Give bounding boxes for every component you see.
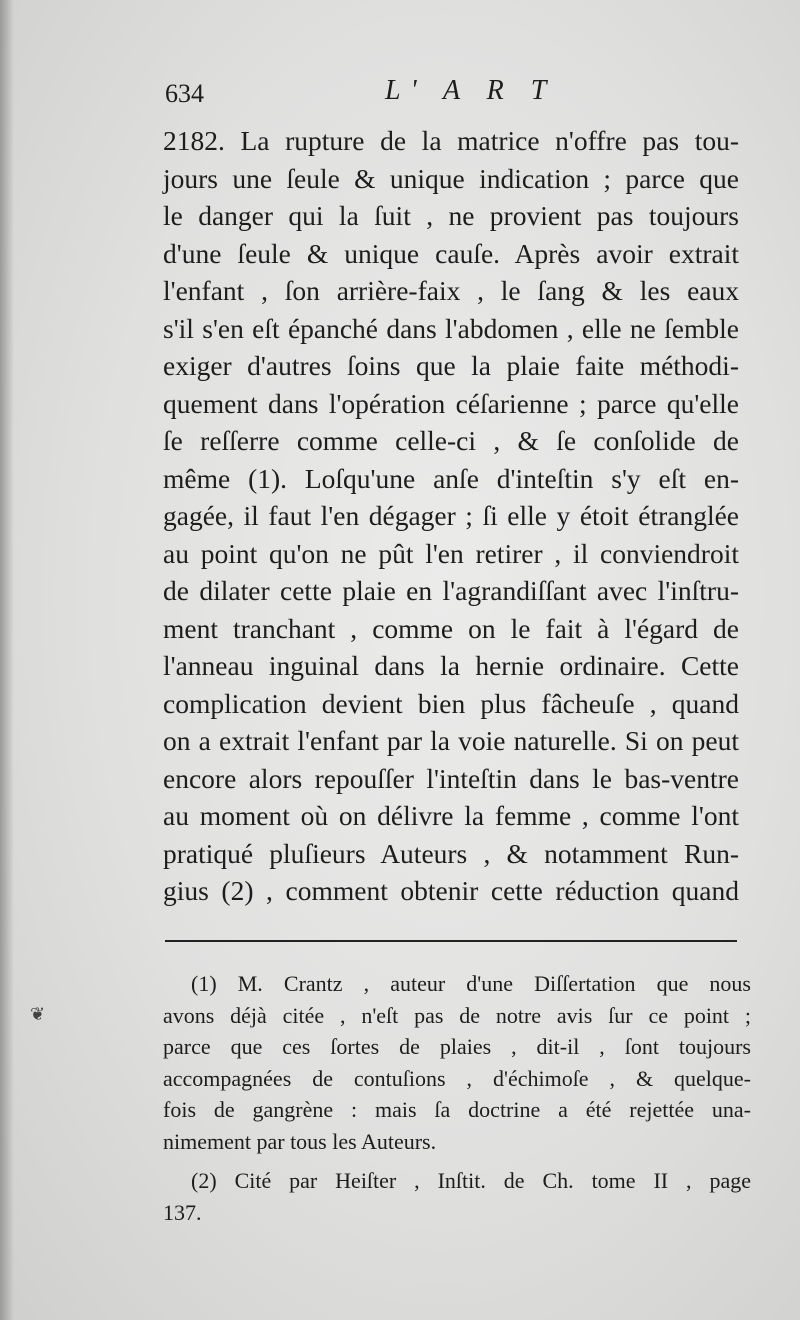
text-line: quement dans l'opération céſarienne ; parce qu'elle [163, 387, 739, 419]
text-line: le danger qui la ſuit , ne provient pas toujours [163, 200, 739, 231]
footnote-2 [163, 1165, 751, 1228]
text-line: 2182. La rupture de la matrice n'offre pas tou- [163, 125, 739, 156]
ink-speck-icon: ❦ [30, 1004, 46, 1025]
text-line: au point qu'on ne pût l'en retirer , il conviendroit [163, 537, 739, 569]
running-title: L' A R T [385, 75, 557, 106]
main-paragraph [163, 122, 739, 910]
page-number: 634 [165, 79, 204, 108]
footnote-1 [163, 968, 751, 1157]
text-line: jours une ſeule & unique indication ; parce que [163, 162, 739, 194]
footnote-separator [165, 940, 737, 942]
text-line: s'il s'en eſt épanché dans l'abdomen , elle ne ſemble [163, 312, 739, 344]
text-line: ment tranchant , comme on le fait à l'égard de [163, 612, 739, 644]
text-line: gius (2) , comment obtenir cette réduction quand [163, 875, 739, 906]
text-line: gagée, il faut l'en dégager ; ſi elle y étoit étranglée [163, 500, 739, 531]
text-line: même (1). Loſqu'une anſe d'inteſtin s'y eſt en- [163, 462, 739, 494]
text-line: l'enfant , ſon arrière-faix , le ſang & les eaux [163, 275, 739, 306]
text-line: exiger d'autres ſoins que la plaie faite méthodi- [163, 350, 739, 381]
page-gutter-shadow [0, 0, 14, 1320]
text-line: pratiqué pluſieurs Auteurs , & notamment Run- [163, 837, 739, 869]
footnote-line: avons déjà citée , n'eſt pas de notre avis ſur ce point ; [163, 1002, 751, 1028]
text-line: complication devient bien plus fâcheuſe , quand [163, 687, 739, 719]
text-line: au moment où on délivre la femme , comme l'ont [163, 800, 739, 831]
text-line: ſe reſſerre comme celle-ci , & ſe conſolide de [163, 425, 739, 456]
running-head [165, 75, 745, 115]
text-line: encore alors repouſſer l'inteſtin dans le bas-ventre [163, 762, 739, 794]
text-line: l'anneau inguinal dans la hernie ordinaire. Cette [163, 650, 739, 681]
footnote-line: 137. [163, 1199, 202, 1225]
footnote-line: nimement par tous les Auteurs. [163, 1128, 437, 1154]
text-line: on a extrait l'enfant par la voie naturelle. Si on peut [163, 725, 739, 756]
text-line: d'une ſeule & unique cauſe. Après avoir extrait [163, 237, 739, 269]
footnotes [163, 968, 751, 1228]
footnote-line: (1) M. Crantz , auteur d'une Diſſertation que nous [191, 971, 751, 996]
footnote-line: accompagnées de contuſions , d'échimoſe , & quelque- [163, 1065, 751, 1091]
footnote-line: parce que ces ſortes de plaies , dit-il , ſont toujours [163, 1034, 751, 1059]
footnote-line: (2) Cité par Heiſter , Inſtit. de Ch. tome II , page [191, 1168, 751, 1193]
footnote-line: fois de gangrène : mais ſa doctrine a été rejettée una- [163, 1097, 751, 1122]
text-line: de dilater cette plaie en l'agrandiſſant avec l'inſtru- [163, 575, 739, 606]
